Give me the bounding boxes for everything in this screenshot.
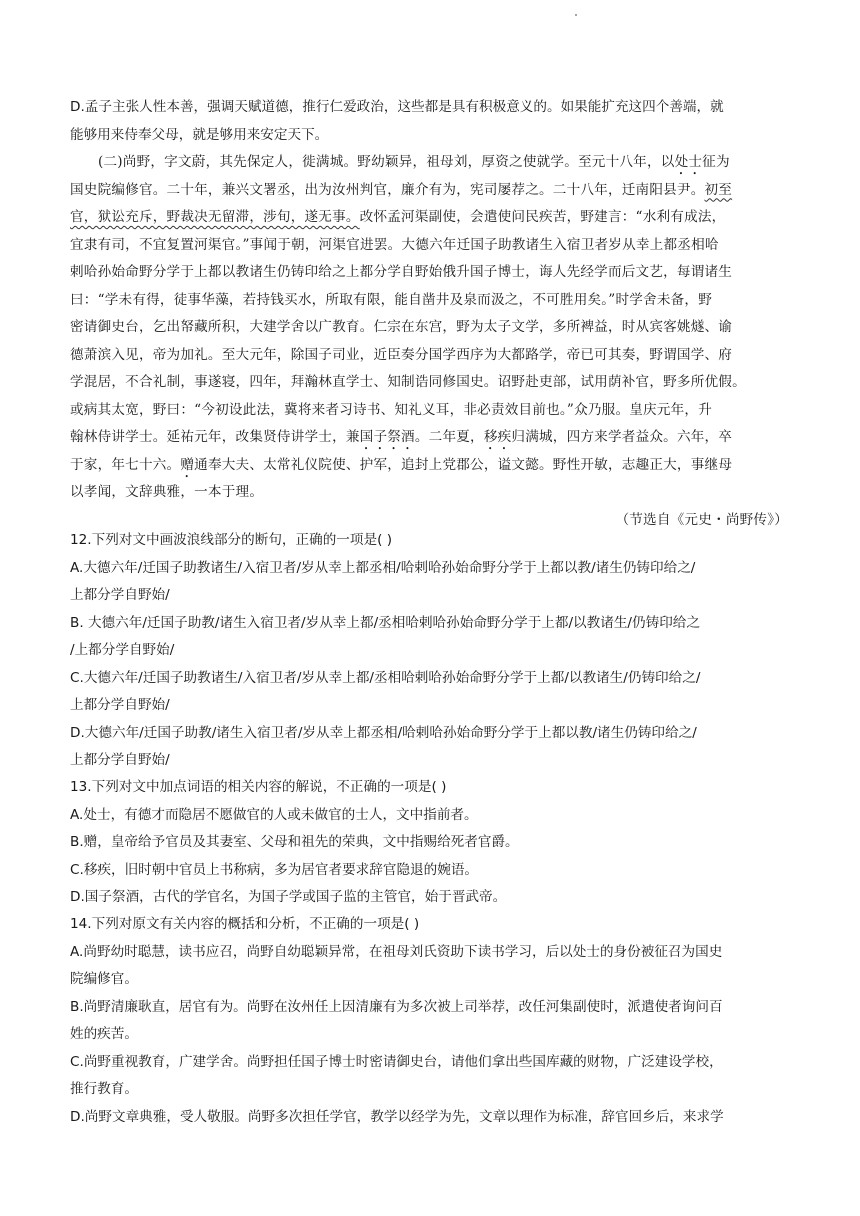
passage-line bbox=[70, 149, 792, 177]
question-14-option-b-cont: 姓的疾苦。 bbox=[70, 1026, 138, 1042]
passage-line bbox=[70, 424, 792, 452]
question-12-option-d-cont: 上都分学自野始/ bbox=[70, 752, 170, 768]
passage-source: （节选自《元史・尚野传》） bbox=[615, 511, 788, 528]
question-13-option-d[interactable]: D.国子祭酒，古代的学官名，为国子学或国子监的主管官，始于晋武帝。 bbox=[70, 889, 507, 905]
passage-line: 宜隶有司，不宜复置河渠官。”事闻于朝，河渠官进罢。大德六年迁国子助教诸生入宿卫者岁从幸上都丞相哈 bbox=[70, 236, 719, 253]
question-12-option-b[interactable]: B. 大德六年/迁国子助教/诸生入宿卫者/岁从幸上都/丞相哈剌哈孙始命野分学于上都/以教诸生/仍铸印给之 bbox=[70, 614, 700, 631]
passage-text: 翰林侍讲学士。延祐元年，改集贤侍讲学士，兼 bbox=[70, 429, 360, 445]
question-12 bbox=[70, 527, 792, 775]
question-12-option-a[interactable]: A.大德六年/迁国子助教诸生/入宿卫者/岁从幸上都丞相/哈剌哈孙始命野分学于上都以教/诸生仍铸印给之/ bbox=[70, 559, 696, 576]
passage-line bbox=[70, 204, 792, 232]
prev-option-d-line-2: 能够用来侍奉父母，就是够用来安定天下。 bbox=[70, 126, 329, 143]
header-dot bbox=[575, 14, 577, 16]
passage-text: 归满城，四方来学者益众。六年，卒 bbox=[511, 429, 733, 445]
question-14-stem: 14.下列对原文有关内容的概括和分析，不正确的一项是( ) bbox=[70, 916, 420, 932]
passage-text: (二)尚野，字文蔚，其先保定人，徙满城。野幼颖异，祖母刘，厚资之使就学。至元十八年，以 bbox=[98, 154, 675, 170]
question-13-option-c[interactable]: C.移疾，旧时朝中官员上书称病，多为居官者要求辞官隐退的婉语。 bbox=[70, 861, 479, 878]
passage-line bbox=[70, 452, 792, 480]
prev-option-d bbox=[70, 94, 792, 149]
question-14-option-c-cont: 推行教育。 bbox=[70, 1081, 138, 1097]
question-13 bbox=[70, 774, 792, 912]
question-14-option-a-cont: 院编修官。 bbox=[70, 971, 138, 987]
passage-line bbox=[70, 177, 792, 205]
passage-text: 改怀孟河渠副使，会遣使问民疾苦，野建言：“水利有成法， bbox=[359, 209, 726, 225]
passage-line: 或病其太宽，野曰：“今初设此法，冀将来者习诗书、知礼义耳，非必责效目前也。”众乃服。皇庆元年，升 bbox=[70, 401, 713, 418]
passage-text: 国史院编修官。二十年，兼兴文署丞，出为汝州判官，廉介有为，宪司屡荐之。二十八年，迁南阳县尹。 bbox=[70, 181, 705, 198]
question-12-option-a-cont: 上都分学自野始/ bbox=[70, 587, 170, 603]
passage-line: 剌哈孙始命野分学于上都以教诸生仍铸印给之上都分学自野始俄升国子博士，诲人先经学而后文艺，每谓诸生 bbox=[70, 264, 733, 280]
dotted-term-zeng: 赠 bbox=[180, 456, 195, 473]
question-13-option-a[interactable]: A.处士，有德才而隐居不愿做官的人或未做官的士人，文中指前者。 bbox=[70, 806, 478, 823]
classical-passage bbox=[70, 149, 792, 534]
passage-text: 征为 bbox=[702, 154, 730, 170]
question-12-option-c-cont: 上都分学自野始/ bbox=[70, 697, 170, 713]
question-13-stem: 13.下列对文中加点词语的相关内容的解说，不正确的一项是( ) bbox=[70, 779, 447, 795]
passage-line: 曰：“学未有得，徒事华藻，若持钱买水，所取有限，能自凿井及泉而汲之，不可胜用矣。”时学舍未备，野 bbox=[70, 291, 713, 308]
dotted-term-yiji: 移疾 bbox=[483, 429, 512, 445]
passage-line: 密请御史台，乞出帑藏所积，大建学舍以广教育。仁宗在东宫，野为太子文学，多所裨益，时从宾客姚燧、谕 bbox=[70, 319, 733, 335]
dotted-term-chushi: 处士 bbox=[674, 154, 703, 170]
dotted-term-guozijijiu: 国子祭酒 bbox=[359, 429, 415, 445]
question-12-option-d[interactable]: D.大德六年/迁国子助教/诸生入宿卫者/岁从幸上都丞相/哈剌哈孙始命野分学于上都以教/诸生仍铸印给之/ bbox=[70, 724, 697, 741]
wavy-underlined-text: 官，狱讼充斥，野裁决无留滞，涉旬，遂无事。 bbox=[70, 209, 360, 225]
question-14 bbox=[70, 911, 792, 1131]
passage-line: 德萧滨入见，帝为加礼。至大元年，除国子司业，近臣奏分国学西序为大都路学，帝已可其奏，野谓国学、府 bbox=[70, 346, 733, 363]
passage-text: 。二年夏， bbox=[414, 429, 484, 445]
passage-text: 于家，年七十六。 bbox=[70, 456, 181, 473]
question-12-option-b-cont: /上都分学自野始/ bbox=[70, 642, 175, 658]
question-13-option-b[interactable]: B.赠，皇帝给予官员及其妻室、父母和祖先的荣典，文中指赐给死者官爵。 bbox=[70, 834, 519, 850]
passage-line: 学混居，不合礼制，事遂寝，四年，拜瀚林直学士、知制诰同修国史。诏野赴吏部，试用荫补官，野多所优假。 bbox=[70, 374, 746, 390]
passage-text: 通奉大夫、太常礼仪院使、护军，追封上党郡公，谥文懿。野性开敏，志趣正大，事继母 bbox=[194, 456, 733, 473]
wavy-underlined-text: 初至 bbox=[704, 181, 733, 198]
passage-line: 以孝闻，文辞典雅，一本于理。 bbox=[70, 484, 264, 500]
question-14-option-c[interactable]: C.尚野重视教育，广建学舍。尚野担任国子博士时密请御史台，请他们拿出些国库藏的财物，广泛建设学校， bbox=[70, 1053, 723, 1070]
prev-option-d-line-1: D.孟子主张人性本善，强调天赋道德，推行仁爱政治，这些都是具有积极意义的。如果能扩充这四个善端，就 bbox=[70, 99, 724, 115]
question-12-option-c[interactable]: C.大德六年/迁国子助教诸生/入宿卫者/岁从幸上都/丞相哈剌哈孙始命野分学于上都/以教诸生/仍铸印给之/ bbox=[70, 669, 701, 686]
question-14-option-b[interactable]: B.尚野清廉耿直，居官有为。尚野在汝州任上因清廉有为多次被上司举荐，改任河集副使时，派遣使者询问百 bbox=[70, 998, 723, 1015]
question-14-option-a[interactable]: A.尚野幼时聪慧，读书应召，尚野自幼聪颖异常，在祖母刘氏资助下读书学习，后以处士的身份被征召为国史 bbox=[70, 943, 723, 960]
question-12-stem: 12.下列对文中画波浪线部分的断句，正确的一项是( ) bbox=[70, 532, 393, 548]
question-14-option-d[interactable]: D.尚野文章典雅，受人敬服。尚野多次担任学官，教学以经学为先，文章以理作为标准，辞官回乡后，来求学 bbox=[70, 1108, 724, 1125]
